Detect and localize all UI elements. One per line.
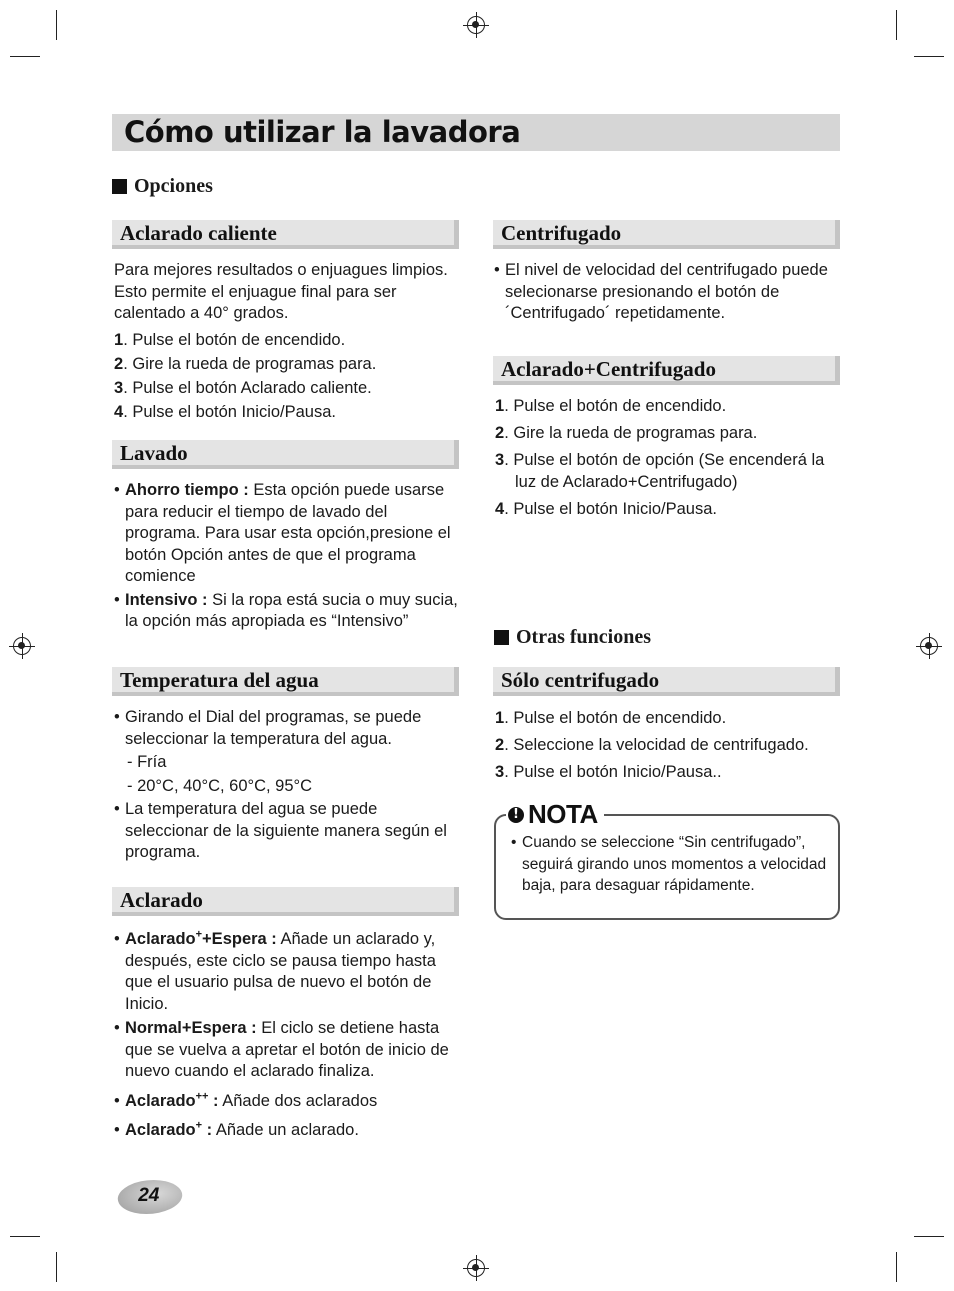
opciones-heading: Opciones <box>112 175 213 198</box>
registration-mark-icon <box>920 637 938 655</box>
list-item: 3. Pulse el botón Inicio/Pausa.. <box>495 763 722 781</box>
solo-centrifugado-body <box>495 708 840 784</box>
crop-mark <box>56 1252 57 1282</box>
list-item: 3. Pulse el botón de opción (Se encenderá la luz de Aclarado+Centrifugado) <box>495 451 825 491</box>
list-item: • Aclarado++ : Añade dos aclarados <box>114 1091 459 1113</box>
centrifugado-body <box>494 260 840 325</box>
list-item: • Normal+Espera : El ciclo se detiene hasta que se vuelva a apretar el botón de inicio de nuevo cuando el aclarado finaliza. <box>114 1018 459 1083</box>
note-text: • Cuando se seleccione “Sin centrifugado”, seguirá girando unos momentos a velocidad baja, para desaguar rápidamente. <box>511 832 835 897</box>
list-item: 2. Seleccione la velocidad de centrifugado. <box>495 736 809 754</box>
list-item: 1. Pulse el botón de encendido. <box>114 330 346 349</box>
square-bullet-icon <box>112 179 127 194</box>
exclamation-icon: ! <box>508 807 524 823</box>
list-item: • Girando el Dial del programas, se puede seleccionar la temperatura del agua. <box>114 707 459 750</box>
page-title: Cómo utilizar la lavadora <box>124 115 521 149</box>
aclarado-caliente-body <box>114 260 459 423</box>
registration-mark-icon <box>13 637 31 655</box>
list-item: 1. Pulse el botón de encendido. <box>495 709 727 727</box>
list-item: • Aclarado+ : Añade un aclarado. <box>114 1120 459 1142</box>
temperatura-body <box>114 707 459 864</box>
crop-mark <box>56 10 57 40</box>
subheading-temperatura: Temperatura del agua <box>112 667 459 696</box>
crop-mark <box>914 1236 944 1237</box>
subheading-aclarado: Aclarado <box>112 887 459 916</box>
lavado-body <box>114 480 459 633</box>
list-item: • El nivel de velocidad del centrifugado puede selecionarse presionando el botón de´Centrifugado´ repetidamente. <box>494 260 840 325</box>
crop-mark <box>896 10 897 40</box>
list-item: • La temperatura del agua se puede seleccionar de la siguiente manera según el programa. <box>114 799 459 864</box>
list-item: 1. Pulse el botón de encendido. <box>495 397 727 415</box>
crop-mark <box>10 1236 40 1237</box>
page-number-badge <box>114 1180 185 1214</box>
list-item: 4. Pulse el botón Inicio/Pausa. <box>114 402 336 421</box>
list-item: • Aclarado++Espera : Añade un aclarado y, después, este ciclo se pausa tiempo hasta que el usuario pulsa de nuevo el botón de Inicio. <box>114 929 459 1015</box>
aclarado-body <box>114 929 459 1142</box>
subheading-aclarado-caliente: Aclarado caliente <box>112 220 459 249</box>
intro-text: Para mejores resultados o enjuagues limpios. Esto permite el enjuague final para ser calentado a 40° grados. <box>114 261 448 322</box>
list-item: • Intensivo : Si la ropa está sucia o muy sucia, la opción más apropiada es “Intensivo” <box>114 590 459 633</box>
list-item: 2. Gire la rueda de programas para. <box>114 354 377 373</box>
crop-mark <box>10 56 40 57</box>
sub-item: - Fría <box>127 753 167 771</box>
registration-mark-icon <box>467 1259 485 1277</box>
aclarado-centrifugado-body <box>495 396 840 520</box>
square-bullet-icon <box>494 630 509 645</box>
otras-funciones-heading: Otras funciones <box>494 626 651 649</box>
list-item: 3. Pulse el botón Aclarado caliente. <box>114 378 372 397</box>
sub-item: - 20°C, 40°C, 60°C, 95°C <box>127 776 313 795</box>
subheading-solo-centrifugado: Sólo centrifugado <box>493 667 840 696</box>
page-number: 24 <box>138 1185 160 1206</box>
list-item: • Ahorro tiempo : Esta opción puede usarse para reducir el tiempo de lavado del programa. Para usar esta opción,presione el botón Opción antes de que el programa comience <box>114 480 459 588</box>
subheading-aclarado-centrifugado: Aclarado+Centrifugado <box>493 356 840 385</box>
note-label: ! NOTA <box>506 799 604 830</box>
list-item: 2. Gire la rueda de programas para. <box>495 424 758 442</box>
subheading-centrifugado: Centrifugado <box>493 220 840 249</box>
registration-mark-icon <box>467 16 485 34</box>
title-bar <box>112 114 840 151</box>
crop-mark <box>914 56 944 57</box>
crop-mark <box>896 1252 897 1282</box>
subheading-lavado: Lavado <box>112 440 459 469</box>
list-item: 4. Pulse el botón Inicio/Pausa. <box>495 499 717 518</box>
